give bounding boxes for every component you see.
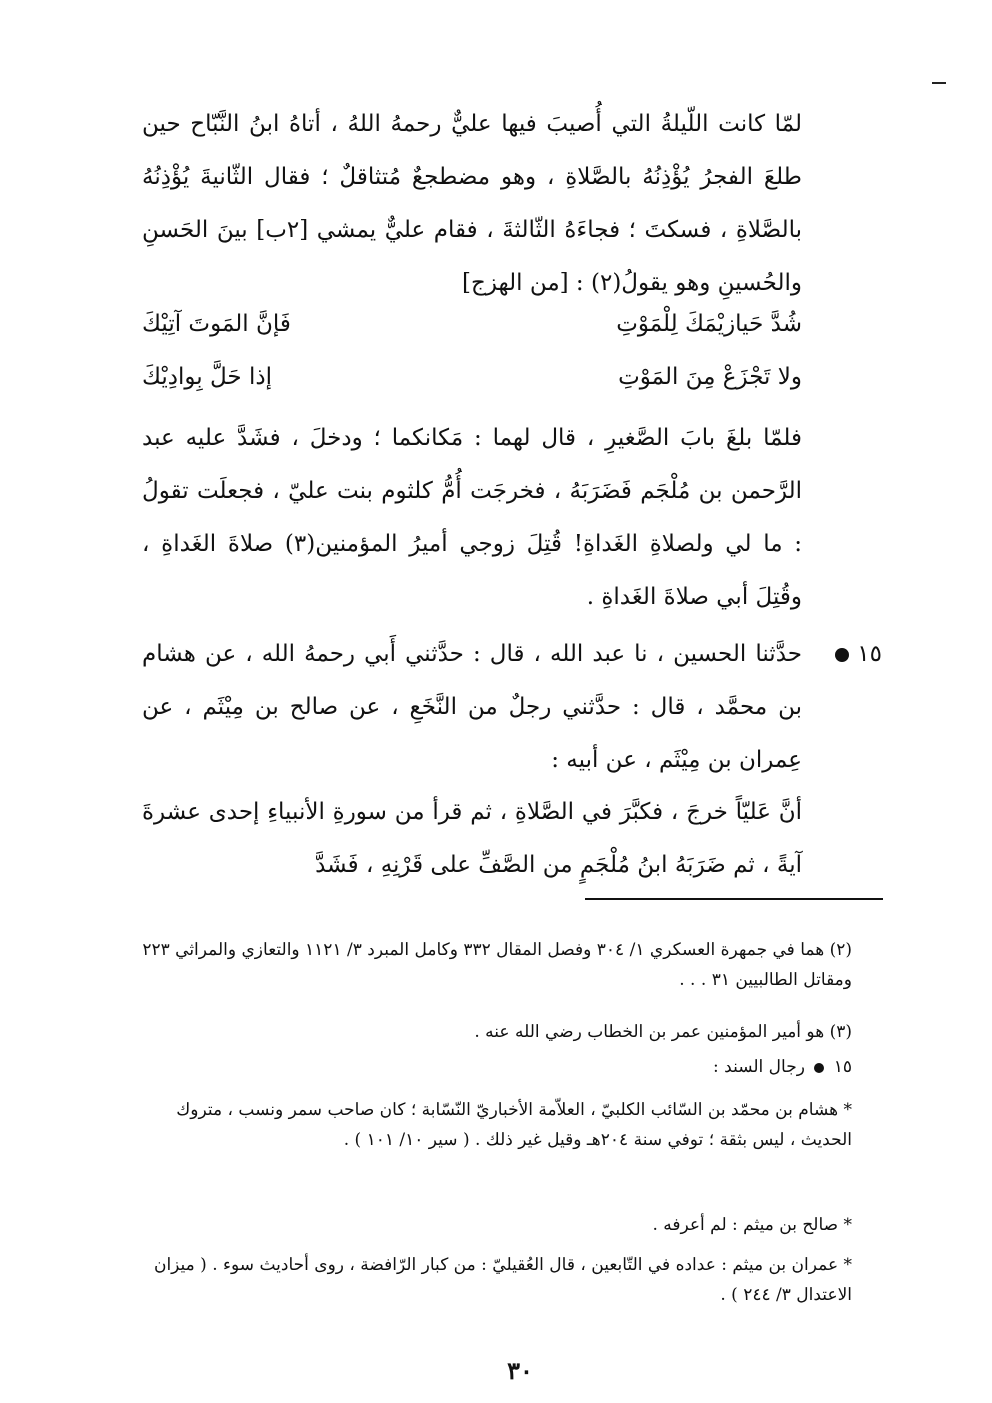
sanad-label: رجال السند : [713,1057,805,1077]
verse-2-first-hemistich: ولا تَجْزَعْ مِنَ المَوْتِ [618,364,802,390]
bullet-icon [835,648,849,662]
page-number: ٣٠ [507,1356,533,1385]
paragraph-1: لمّا كانت اللّيلةُ التي أُصيبَ فيها عليٌّ رحمهُ اللهُ ، أتاهُ ابنُ النَّبّاح حين طلعَ الفجرُ يُؤْذِنُهُ بالصَّلاةِ ، وهو مضطجعٌ مُتثاقلٌ ؛ فقال الثّانيةَ يُؤْذِنُهُ بالصَّلاةِ ، فسكتَ ؛ فجاءَهُ الثّالثةَ ، فقام عليٌّ يمشي [٢ب] بينَ الحَسنِ والحُسينِ وهو يقولُ(٢) : [من الهزج] [142,111,802,296]
hadith-number: ١٥ [857,641,882,667]
narrator-note-1: * هشام بن محمّد بن السّائب الكلبيّ ، العلاّمة الأخباريّ النّسّابة ؛ كان صاحب سمر ونسب ، متروك الحديث ، ليس بثقة ؛ توفي سنة ٢٠٤هـ وقيل غير ذلك . ( سير ١٠/ ١٠١ ) . [176,1100,852,1150]
sanad-heading [137,1052,852,1082]
footnote-3: (٣) هو أمير المؤمنين عمر بن الخطاب رضي الله عنه . [474,1022,852,1042]
narrator-note-2: * صالح بن ميثم : لم أعرفه . [652,1215,852,1235]
verse-1-first-hemistich: شُدَّ حَيازيْمَكَ لِلْمَوْتِ [616,311,802,337]
bullet-icon [814,1063,824,1073]
verse-2-second-hemistich: إذا حَلَّ بِوادِيْكَ [142,364,272,390]
paragraph-4: أنَّ عَليّاً خرجَ ، فكبَّرَ في الصَّلاةِ ، ثم قرأ من سورةِ الأنبياءِ إحدى عشرةَ آيةً ، ثم ضَرَبَهُ ابنُ مُلْجَمٍ من الصَّفِّ على قَرْنِهِ ، فَشَدَّ [142,799,802,878]
footnote-2: (٢) هما في جمهرة العسكري ١/ ٣٠٤ وفصل المقال ٣٣٢ وكامل المبرد ٣/ ١١٢١ والتعازي والمراثي ٢٢٣ ومقاتل الطالبيين ٣١ . . . [142,940,852,990]
narrator-note-3: * عمران بن ميثم : عداده في التّابعين ، قال العُقيليّ : من كبار الرّافضة ، روى أحاديث سوء . ( ميزان الاعتدال ٣/ ٢٤٤ ) . [153,1255,852,1305]
sanad-number: ١٥ [833,1057,852,1077]
footnote-divider [585,898,883,900]
paragraph-2: فلمّا بلغَ بابَ الصَّغيرِ ، قال لهما : مَكانكما ؛ ودخلَ ، فشَدَّ عليه عبد الرَّحمن بن مُلْجَم فَضَرَبَهُ ، فخرجَت أُمُّ كلثوم بنت عليّ ، فجعلَت تقولُ : ما لي ولصلاةِ الغَداةِ! قُتِلَ زوجي أميرُ المؤمنين(٣) صلاةَ الغَداةِ ، وقُتِلَ أبي صلاةَ الغَداةِ . [142,425,802,610]
poem-verses [142,298,802,408]
verse-line-2 [142,351,802,404]
corner-mark [932,82,946,84]
verse-line-1 [142,298,802,351]
verse-1-second-hemistich: فَإنَّ المَوتَ آتِيْكَ [142,311,291,337]
paragraph-3-isnad: حدَّثنا الحسين ، نا عبد الله ، قال : حدَّثني أَبي رحمهُ الله ، عن هشام بن محمَّد ، قال : حدَّثني رجلٌ من النَّخَعِ ، عن صالح بن مِيْثَم ، عن عِمران بن مِيْثَم ، عن أبيه : [142,641,802,773]
hadith-number-marker [812,628,882,681]
